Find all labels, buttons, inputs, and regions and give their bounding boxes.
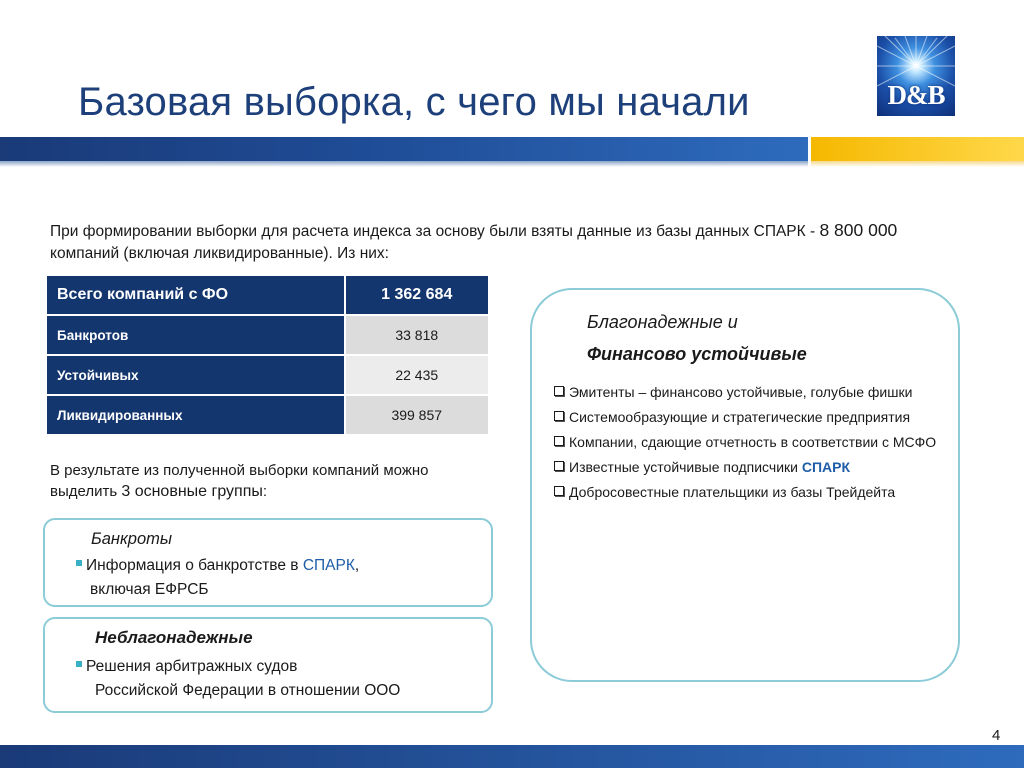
group-line2: Российской Федерации в отношении ООО — [95, 682, 401, 699]
checkbox-bullet-icon — [554, 436, 564, 446]
result-suffix: : — [262, 483, 268, 500]
result-bold: 3 основные группы — [121, 483, 263, 500]
reliable-box — [530, 288, 960, 682]
stats-table — [45, 274, 490, 436]
logo-text: D&B — [887, 80, 945, 110]
checkbox-bullet-icon — [554, 486, 564, 496]
table-cell-value: 399 857 — [345, 395, 490, 435]
table-header-value: 1 362 684 — [345, 275, 490, 315]
group-text — [76, 554, 359, 602]
bullet-square-icon — [76, 661, 82, 667]
header-bar-gold-shadow — [811, 161, 1024, 167]
intro-text: При формировании выборки для расчета индекса за основу были взяты данные из базы данных СПАРК - — [50, 223, 820, 240]
intro-suffix: компаний (включая ликвидированные). Из них: — [50, 245, 389, 262]
table-cell-label: Устойчивых — [46, 355, 345, 395]
table-row — [46, 395, 489, 435]
bullet-square-icon — [76, 560, 82, 566]
checkbox-bullet-icon — [554, 386, 564, 396]
dnb-logo — [877, 36, 955, 116]
list-item — [550, 380, 950, 405]
list-item-text: Системообразующие и стратегические предприятия — [569, 409, 911, 425]
group-text — [76, 655, 400, 703]
list-item — [550, 405, 950, 430]
spark-link: СПАРК — [302, 557, 355, 574]
header-bar-blue-shadow — [0, 161, 808, 167]
footer-bar — [0, 745, 1024, 768]
result-text: В результате из полученной выборки компаний можно выделить — [50, 462, 429, 500]
group-line1: Решения арбитражных судов — [86, 658, 298, 675]
header-bar-blue — [0, 137, 808, 161]
group-title: Банкроты — [91, 530, 173, 548]
checkbox-bullet-icon — [554, 411, 564, 421]
list-item-text: Компании, сдающие отчетность в соответствии с МСФО — [569, 434, 937, 450]
table-header-row — [46, 275, 489, 315]
table-cell-label: Банкротов — [46, 315, 345, 355]
reliable-title-line1: Благонадежные и — [587, 312, 738, 332]
reliable-title — [587, 306, 807, 370]
result-paragraph — [50, 460, 495, 502]
reliable-list — [550, 380, 950, 505]
table-header-label: Всего компаний с ФО — [46, 275, 345, 315]
header-bar-gold — [811, 137, 1024, 161]
group-line2: включая ЕФРСБ — [90, 581, 209, 598]
group-box-unreliable — [43, 617, 493, 713]
group-title: Неблагонадежные — [95, 628, 253, 647]
table-cell-value: 33 818 — [345, 315, 490, 355]
list-item — [550, 455, 950, 480]
table-row — [46, 355, 489, 395]
slide-title: Базовая выборка, с чего мы начали — [78, 80, 750, 124]
list-item-text: Добросовестные плательщики из базы Трейдейта — [569, 484, 896, 500]
spark-highlight: СПАРК — [801, 459, 851, 475]
list-item — [550, 430, 950, 455]
group-line1: Информация о банкротстве в — [86, 557, 303, 574]
list-item-text: Эмитенты – финансово устойчивые, голубые фишки — [569, 384, 913, 400]
checkbox-bullet-icon — [554, 461, 564, 471]
reliable-title-line2: Финансово устойчивые — [587, 344, 807, 364]
group-line1-post: , — [354, 557, 360, 574]
list-item-text: Известные устойчивые подписчики — [569, 459, 802, 475]
intro-paragraph — [50, 219, 960, 265]
table-row — [46, 315, 489, 355]
table-cell-value: 22 435 — [345, 355, 490, 395]
page-number: 4 — [992, 727, 1001, 744]
intro-highlight: 8 800 000 — [819, 220, 898, 240]
table-cell-label: Ликвидированных — [46, 395, 345, 435]
group-box-bankrupts — [43, 518, 493, 607]
list-item — [550, 480, 950, 505]
